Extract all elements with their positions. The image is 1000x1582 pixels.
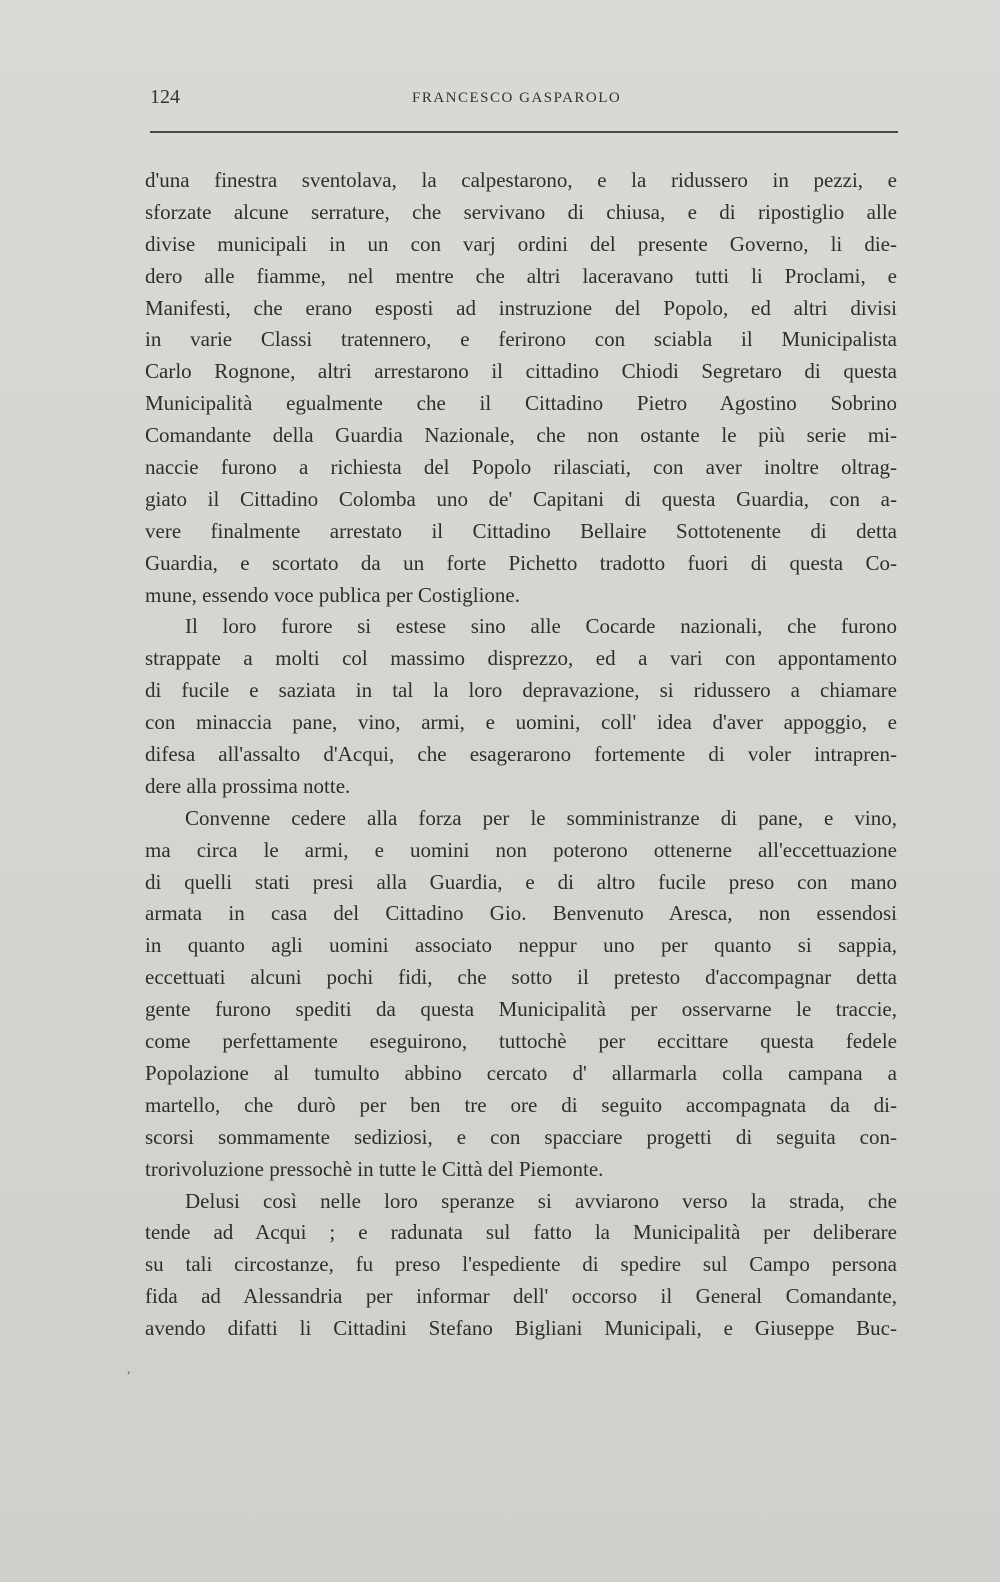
text-line: Municipalità egualmente che il Cittadino Pietro Agostino Sobrino [145,391,897,416]
text-line: gente furono spediti da questa Municipalità per osservarne le traccie, [145,997,897,1022]
text-line: strappate a molti col massimo disprezzo, ed a vari con appontamento [145,646,897,671]
text-line: difesa all'assalto d'Acqui, che esagerarono fortemente di voler intrapren- [145,742,897,767]
header-rule [150,131,898,133]
text-line: avendo difatti li Cittadini Stefano Bigliani Municipali, e Giuseppe Buc- [145,1316,897,1341]
running-head-author: FRANCESCO GASPAROLO [412,90,622,106]
text-line: mune, essendo voce publica per Costiglione. [145,582,520,607]
text-line: armata in casa del Cittadino Gio. Benvenuto Aresca, non essendosi [145,901,897,926]
text-line: di fucile e saziata in tal la loro depravazione, si ridussero a chiamare [145,678,897,703]
text-line: divise municipali in un con varj ordini del presente Governo, li die- [145,231,897,256]
text-line: martello, che durò per ben tre ore di seguito accompagnata da di- [145,1092,897,1117]
text-line: giato il Cittadino Colomba uno de' Capitani di questa Guardia, con a- [145,486,897,511]
text-line: Carlo Rognone, altri arrestarono il cittadino Chiodi Segretaro di questa [145,359,897,384]
text-line: su tali circostanze, fu preso l'espediente di spedire sul Campo persona [145,1252,897,1277]
text-line: vere finalmente arrestato il Cittadino Bellaire Sottotenente di detta [145,518,897,543]
text-line: scorsi sommamente sediziosi, e con spacciare progetti di seguita con- [145,1124,897,1149]
text-line: come perfettamente eseguirono, tuttochè per eccittare questa fedele [145,1029,897,1054]
text-line: Comandante della Guardia Nazionale, che non ostante le più serie mi- [145,423,897,448]
text-line: di quelli stati presi alla Guardia, e di altro fucile preso con mano [145,869,897,894]
text-line: fida ad Alessandria per informar dell' occorso il General Comandante, [145,1284,897,1309]
text-line: tende ad Acqui ; e radunata sul fatto la Municipalità per deliberare [145,1220,897,1245]
text-line: Convenne cedere alla forza per le somministranze di pane, e vino, [185,805,897,830]
text-line: naccie furono a richiesta del Popolo rilasciati, con aver inoltre oltrag- [145,455,897,480]
text-line: con minaccia pane, vino, armi, e uomini, coll' idea d'aver appoggio, e [145,710,897,735]
text-line: in quanto agli uomini associato neppur uno per quanto si sappia, [145,933,897,958]
page-number: 124 [150,86,180,108]
text-line: trorivoluzione pressochè in tutte le Città del Piemonte. [145,1156,604,1181]
text-line: Guardia, e scortato da un forte Pichetto tradotto fuori di questa Co- [145,550,897,575]
text-line: in varie Classi tratennero, e ferirono con sciabla il Municipalista [145,327,897,352]
text-line: dere alla prossima notte. [145,773,351,798]
text-line: eccettuati alcuni pochi fidi, che sotto il pretesto d'accompagnar detta [145,965,897,990]
text-line: dero alle fiamme, nel mentre che altri laceravano tutti li Proclami, e [145,263,897,288]
stray-ink-mark: , [127,1362,131,1376]
text-line: Delusi così nelle loro speranze si avviarono verso la strada, che [185,1188,897,1213]
body-text [145,165,897,1345]
text-line: ma circa le armi, e uomini non poterono ottenerne all'eccettuazione [145,837,897,862]
text-line: Il loro furore si estese sino alle Cocarde nazionali, che furono [185,614,897,639]
text-line: d'una finestra sventolava, la calpestarono, e la ridussero in pezzi, e [145,168,897,192]
text-line: Manifesti, che erano esposti ad instruzione del Popolo, ed altri divisi [145,295,897,320]
text-line: Popolazione al tumulto abbino cercato d' allarmarla colla campana a [145,1060,897,1085]
text-line: sforzate alcune serrature, che servivano di chiusa, e di ripostiglio alle [145,199,897,224]
running-head [150,86,898,116]
